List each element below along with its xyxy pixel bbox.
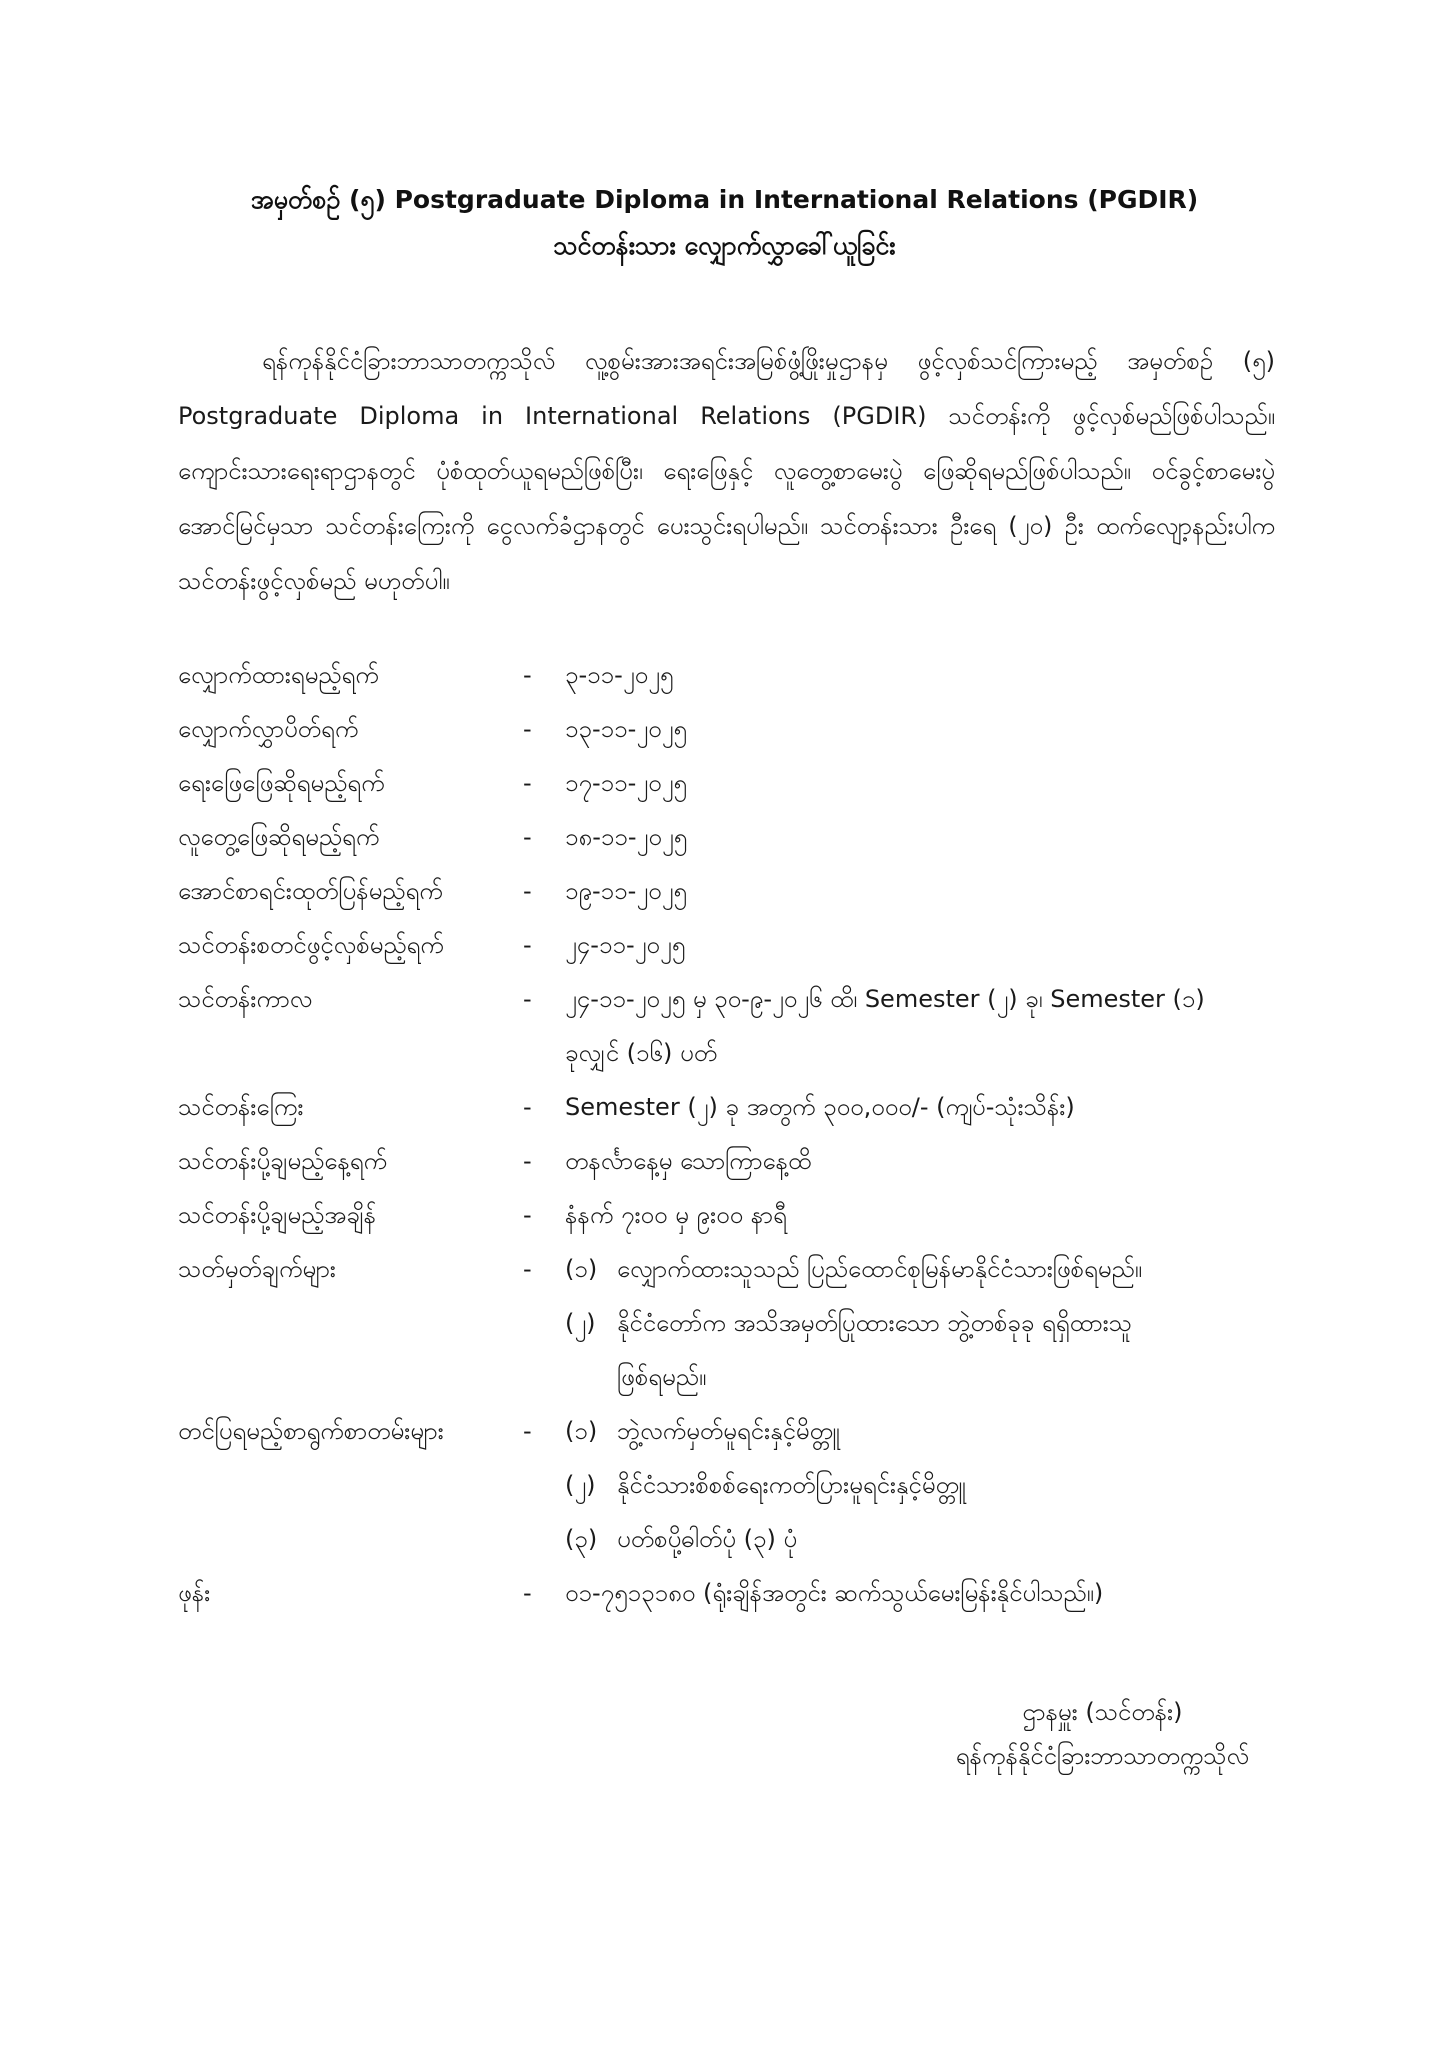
- document-item: [565, 1512, 1278, 1566]
- info-dash: -: [523, 1147, 532, 1175]
- info-row-written-exam-date: [178, 756, 1278, 810]
- info-value-line: ၂၄-၁၁-၂၀၂၅ မှ ၃၀-၉-၂၀၂၆ ထိ၊ Semester (၂) ခု၊ Semester (၁): [565, 985, 1205, 1013]
- info-label: သတ်မှတ်ချက်များ: [178, 1255, 336, 1283]
- item-text-line: နိုင်ငံတော်က အသိအမှတ်ပြုထားသော ဘွဲ့တစ်ခုခု ရရှိထားသူ: [617, 1309, 1132, 1337]
- info-row-course-duration: [178, 972, 1278, 1080]
- intro-paragraph: ရန်ကုန်နိုင်ငံခြားဘာသာတက္ကသိုလ် လူ့စွမ်းအားအရင်းအမြစ်ဖွံ့ဖြိုးမှုဌာနမှ ဖွင့်လှစ်သင်ကြားမည့် အမှတ်စဉ် (၅) Postgraduate Diploma in International Relations (PGDIR) သင်တန်းကို ဖွင့်လှစ်မည်ဖြစ်ပါသည်။ ကျောင်းသားရေးရာဌာနတွင် ပုံစံထုတ်ယူရမည်ဖြစ်ပြီး၊ ရေးဖြေနှင့် လူတွေ့စာမေးပွဲ ဖြေဆိုရမည်ဖြစ်ပါသည်။ ဝင်ခွင့်စာမေးပွဲအောင်မြင်မှသာ သင်တန်းကြေးကို ငွေလက်ခံဌာနတွင် ပေးသွင်းရပါမည်။ သင်တန်းသား ဦးရေ (၂၀) ဦး ထက်လျော့နည်းပါက သင်တန်းဖွင့်လှစ်မည် မဟုတ်ပါ။: [178, 347, 1275, 595]
- info-label: လူတွေ့ဖြေဆိုရမည့်ရက်: [178, 823, 380, 851]
- document-title: အမှတ်စဉ် (၅) Postgraduate Diploma in International Relations (PGDIR): [250, 185, 1199, 214]
- info-value: ၁၈-၁၁-၂၀၂၅: [565, 823, 688, 851]
- info-label: လျှောက်ထားရမည့်ရက်: [178, 661, 379, 689]
- info-dash: -: [523, 1417, 532, 1445]
- item-text: နိုင်ငံသားစိစစ်ရေးကတ်ပြားမူရင်းနှင့်မိတ္တူ: [617, 1471, 966, 1499]
- info-table: [178, 648, 1278, 1620]
- info-dash: -: [523, 1255, 532, 1283]
- info-row-requirements: [178, 1242, 1278, 1404]
- info-value-line: ခုလျှင် (၁၆) ပတ်: [565, 1039, 718, 1067]
- info-value: ၀၁-၇၅၁၃၁၈၀ (ရုံးချိန်အတွင်း ဆက်သွယ်မေးမြန်းနိုင်ပါသည်။): [565, 1579, 1104, 1607]
- info-dash: -: [523, 1579, 532, 1607]
- item-number: (၂): [565, 1309, 596, 1337]
- info-value: ၁၃-၁၁-၂၀၂၅: [565, 715, 687, 743]
- document-subtitle: သင်တန်းသား လျှောက်လွှာခေါ်ယူခြင်း: [553, 231, 896, 260]
- info-label: သင်တန်းပို့ချမည့်နေ့ရက်: [178, 1147, 388, 1175]
- info-dash: -: [523, 715, 532, 743]
- signature-block: [956, 1690, 1249, 1778]
- info-dash: -: [523, 769, 532, 797]
- info-row-interview-date: [178, 810, 1278, 864]
- item-text: လျှောက်ထားသူသည် ပြည်ထောင်စုမြန်မာနိုင်ငံသားဖြစ်ရမည်။: [617, 1255, 1142, 1283]
- info-label: ဖုန်း: [178, 1579, 211, 1607]
- item-text-line: ဖြစ်ရမည်။: [617, 1363, 707, 1391]
- info-dash: -: [523, 823, 532, 851]
- info-value: နံနက် ၇း၀၀ မှ ၉း၀၀ နာရီ: [565, 1201, 787, 1229]
- item-number: (၃): [565, 1525, 598, 1553]
- item-number: (၂): [565, 1471, 596, 1499]
- requirement-item: [565, 1296, 1278, 1404]
- info-row-phone: [178, 1566, 1278, 1620]
- info-label: ရေးဖြေဖြေဆိုရမည့်ရက်: [178, 769, 385, 797]
- info-row-application-date: [178, 648, 1278, 702]
- info-row-result-date: [178, 864, 1278, 918]
- info-label: သင်တန်းစတင်ဖွင့်လှစ်မည့်ရက်: [178, 931, 444, 959]
- info-label: အောင်စာရင်းထုတ်ပြန်မည့်ရက်: [178, 877, 443, 905]
- info-value: [565, 1404, 1278, 1566]
- info-label: သင်တန်းပို့ချမည့်အချိန်: [178, 1201, 377, 1229]
- signature-organization: ရန်ကုန်နိုင်ငံခြားဘာသာတက္ကသိုလ်: [955, 1742, 1249, 1770]
- info-row-class-time: [178, 1188, 1278, 1242]
- info-value: တနင်္လာနေ့မှ သောကြာနေ့ထိ: [565, 1147, 812, 1175]
- document-item: [565, 1458, 1278, 1512]
- info-label: သင်တန်းကာလ: [178, 985, 313, 1013]
- info-value: ၂၄-၁၁-၂၀၂၅: [565, 931, 686, 959]
- requirement-item: [565, 1242, 1278, 1296]
- info-dash: -: [523, 1093, 532, 1121]
- info-row-class-days: [178, 1134, 1278, 1188]
- info-value: Semester (၂) ခု အတွက် ၃၀၀,၀၀၀/- (ကျပ်-သုံးသိန်း): [565, 1093, 1075, 1121]
- info-value: ၁၉-၁၁-၂၀၂၅: [565, 877, 687, 905]
- info-dash: -: [523, 985, 532, 1013]
- info-dash: -: [523, 877, 532, 905]
- info-row-closing-date: [178, 702, 1278, 756]
- info-label: သင်တန်းကြေး: [178, 1093, 304, 1121]
- info-dash: -: [523, 661, 532, 689]
- item-text: [617, 1296, 1278, 1404]
- info-row-course-start-date: [178, 918, 1278, 972]
- info-dash: -: [523, 1201, 532, 1229]
- document-item: [565, 1404, 1278, 1458]
- item-number: (၁): [565, 1255, 598, 1283]
- info-dash: -: [523, 931, 532, 959]
- info-label: တင်ပြရမည့်စာရွက်စာတမ်းများ: [178, 1417, 444, 1445]
- info-value: ၃-၁၁-၂၀၂၅: [565, 661, 674, 689]
- info-value: ၁၇-၁၁-၂၀၂၅: [565, 769, 687, 797]
- item-number: (၁): [565, 1417, 598, 1445]
- info-row-course-fee: [178, 1080, 1278, 1134]
- item-text: ဘွဲ့လက်မှတ်မူရင်းနှင့်မိတ္တူ: [617, 1417, 840, 1445]
- signature-title: ဌာနမှူး (သင်တန်း): [1022, 1698, 1183, 1726]
- item-text: ပတ်စပို့ဓါတ်ပုံ (၃) ပုံ: [617, 1525, 798, 1553]
- info-value: [565, 1242, 1278, 1404]
- info-label: လျှောက်လွှာပိတ်ရက်: [178, 715, 359, 743]
- info-value: [565, 972, 1278, 1080]
- intro-section: [178, 334, 1275, 609]
- info-row-documents: [178, 1404, 1278, 1566]
